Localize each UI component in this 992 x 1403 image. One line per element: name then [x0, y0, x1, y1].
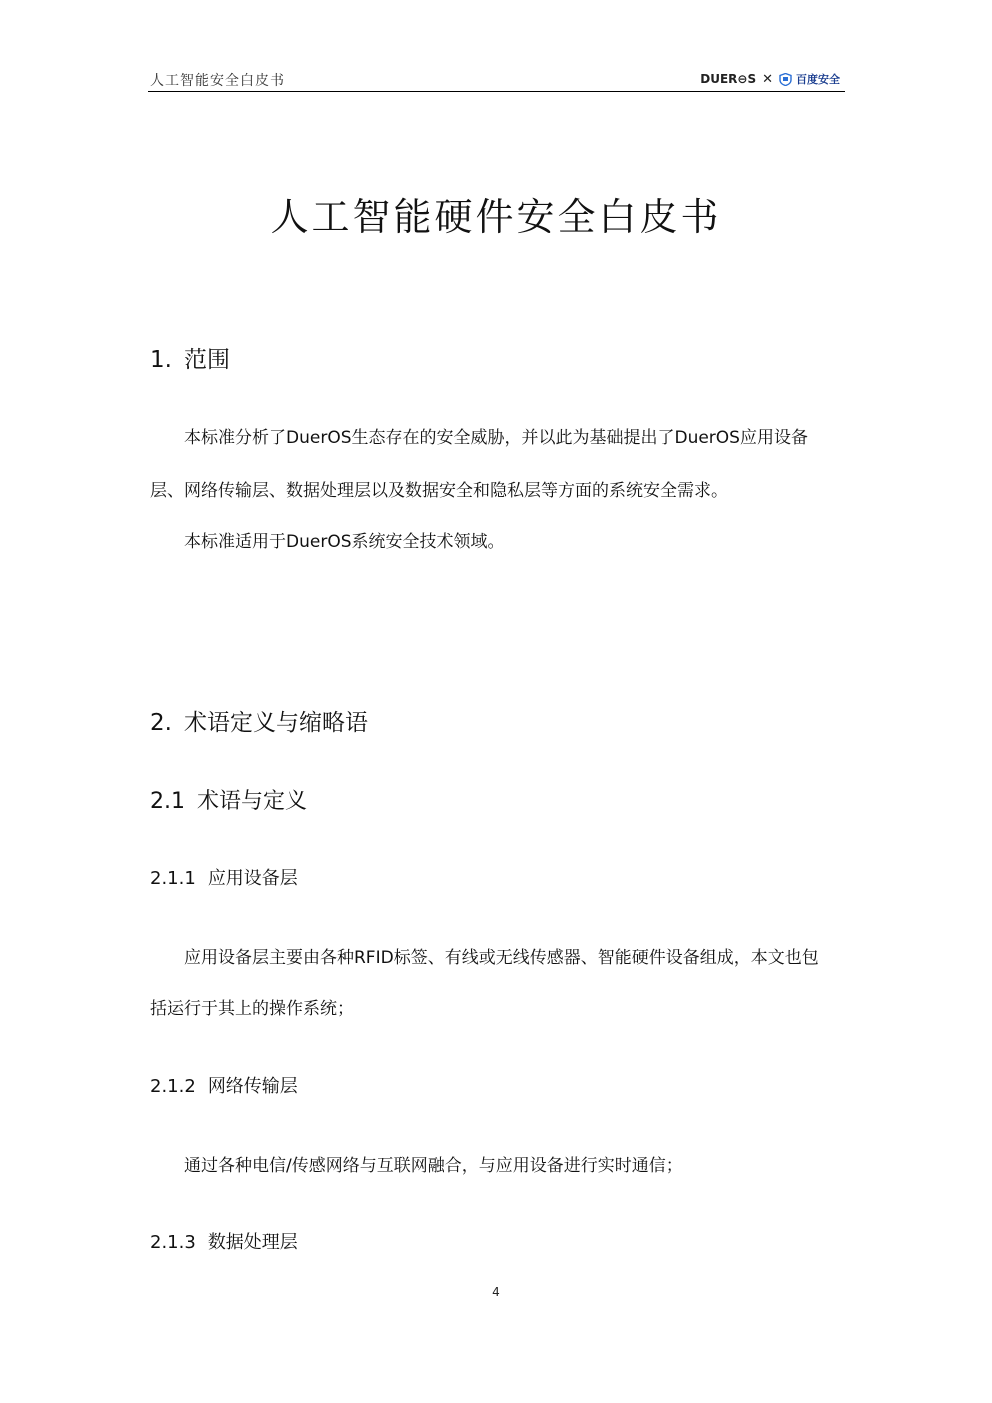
- section-title: 网络传输层: [207, 1076, 298, 1097]
- document-title: 人工智能硬件安全白皮书: [270, 195, 722, 239]
- section-title: 术语与定义: [197, 789, 308, 814]
- baidu-security-logo-text: 百度安全: [796, 73, 840, 86]
- paragraph-scope-line-1: 本标准分析了DuerOS生态存在的安全威胁，并以此为基础提出了DuerOS应用设备: [184, 428, 808, 448]
- running-header-title: 人工智能安全白皮书: [150, 73, 285, 89]
- section-2-1-heading: [150, 784, 307, 815]
- section-number: 2.1: [150, 789, 185, 814]
- header-divider: [148, 91, 845, 92]
- section-number: 2.1.1: [150, 868, 196, 889]
- dueros-logo: DUER⊖S: [700, 72, 757, 86]
- section-number: 2.1.3: [150, 1232, 196, 1253]
- paragraph-network-layer: 通过各种电信/传感网络与互联网融合，与应用设备进行实时通信；: [184, 1156, 683, 1176]
- section-2-1-3-heading: [150, 1228, 298, 1254]
- section-number: 2.: [150, 710, 172, 736]
- section-2-1-2-heading: [150, 1072, 298, 1098]
- section-2-1-1-heading: [150, 864, 298, 890]
- section-title: 数据处理层: [207, 1232, 298, 1253]
- section-number: 1.: [150, 347, 172, 373]
- paragraph-device-layer-line-2: 括运行于其上的操作系统；: [150, 999, 354, 1019]
- section-2-heading: [150, 704, 368, 737]
- baidu-security-shield-icon: [779, 73, 792, 86]
- paragraph-scope-line-2: 层、网络传输层、数据处理层以及数据安全和隐私层等方面的系统安全需求。: [150, 481, 728, 501]
- page-number: 4: [492, 1285, 500, 1299]
- section-title: 应用设备层: [207, 868, 298, 889]
- section-title: 范围: [183, 347, 230, 373]
- section-title: 术语定义与缩略语: [183, 710, 368, 736]
- section-number: 2.1.2: [150, 1076, 196, 1097]
- header-logos: [700, 71, 840, 87]
- paragraph-applicability: 本标准适用于DuerOS系统安全技术领域。: [184, 532, 505, 552]
- paragraph-device-layer-line-1: 应用设备层主要由各种RFID标签、有线或无线传感器、智能硬件设备组成，本文也包: [184, 948, 819, 968]
- section-1-heading: [150, 341, 230, 374]
- collab-x-mark: ✕: [762, 71, 773, 87]
